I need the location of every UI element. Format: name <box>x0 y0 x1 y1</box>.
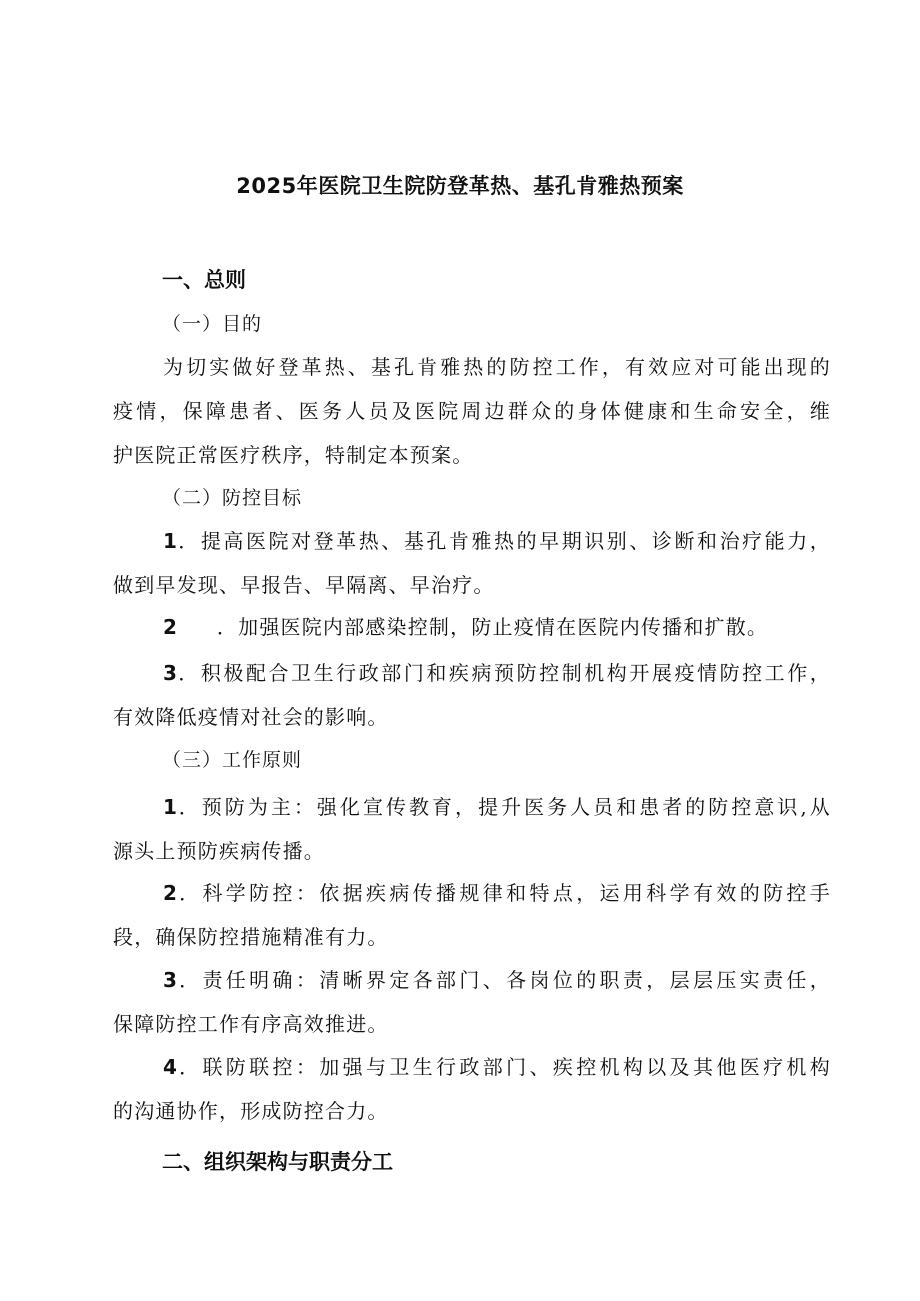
item-number: 1 <box>163 529 177 553</box>
section-heading-organization: 二、组织架构与职责分工 <box>162 1150 393 1174</box>
item-text: ．责任明确：清晰界定各部门、各岗位的职责，层层压实责任， <box>176 968 831 992</box>
goal-item-2 <box>113 605 831 649</box>
paragraph-line: 护医院正常医疗秩序，特制定本预案。 <box>113 443 474 467</box>
item-number: 3 <box>163 968 177 992</box>
subsection-heading-goals: （二）防控目标 <box>162 487 303 509</box>
item-text: ．积极配合卫生行政部门和疾病预防控制机构开展疫情防控工作， <box>176 661 831 685</box>
paragraph-line: 疫情，保障患者、医务人员及医院周边群众的身体健康和生命安全，维 <box>113 399 831 423</box>
item-number: 2 <box>163 881 177 905</box>
item-text: ．加强医院内部感染控制，防止疫情在医院内传播和扩散。 <box>216 615 769 639</box>
goal-item-1 <box>113 519 831 607</box>
paragraph-line: 段，确保防控措施精准有力。 <box>113 925 389 949</box>
purpose-paragraph <box>113 345 831 477</box>
subsection-heading-purpose: （一）目的 <box>162 313 263 335</box>
item-number: 3 <box>163 661 177 685</box>
item-number: 4 <box>163 1055 177 1079</box>
principle-item-2 <box>113 871 831 959</box>
item-number: 2 <box>163 615 177 639</box>
item-text: ．预防为主：强化宣传教育，提升医务人员和患者的防控意识,从 <box>176 795 831 819</box>
section-heading-general: 一、总则 <box>162 268 246 292</box>
item-text: ．联防联控：加强与卫生行政部门、疾控机构以及其他医疗机构 <box>176 1055 831 1079</box>
principle-item-4 <box>113 1045 831 1133</box>
paragraph-line: 做到早发现、早报告、早隔离、早治疗。 <box>113 573 495 597</box>
paragraph-line: 源头上预防疾病传播。 <box>113 839 325 863</box>
paragraph-line: 保障防控工作有序高效推进。 <box>113 1012 389 1036</box>
principle-item-3 <box>113 958 831 1046</box>
paragraph-line: 的沟通协作，形成防控合力。 <box>113 1099 389 1123</box>
item-text: ．提高医院对登革热、基孔肯雅热的早期识别、诊断和治疗能力， <box>176 529 831 553</box>
item-number: 1 <box>163 795 177 819</box>
paragraph-line: 有效降低疫情对社会的影响。 <box>113 705 389 729</box>
principle-item-1 <box>113 785 831 873</box>
paragraph-line: 为切实做好登革热、基孔肯雅热的防控工作，有效应对可能出现的 <box>163 355 831 379</box>
item-text: ．科学防控：依据疾病传播规律和特点，运用科学有效的防控手 <box>176 881 831 905</box>
goal-item-3 <box>113 651 831 739</box>
subsection-heading-principles: （三）工作原则 <box>162 749 303 771</box>
document-title: 2025年医院卫生院防登革热、基孔肯雅热预案 <box>236 174 684 198</box>
